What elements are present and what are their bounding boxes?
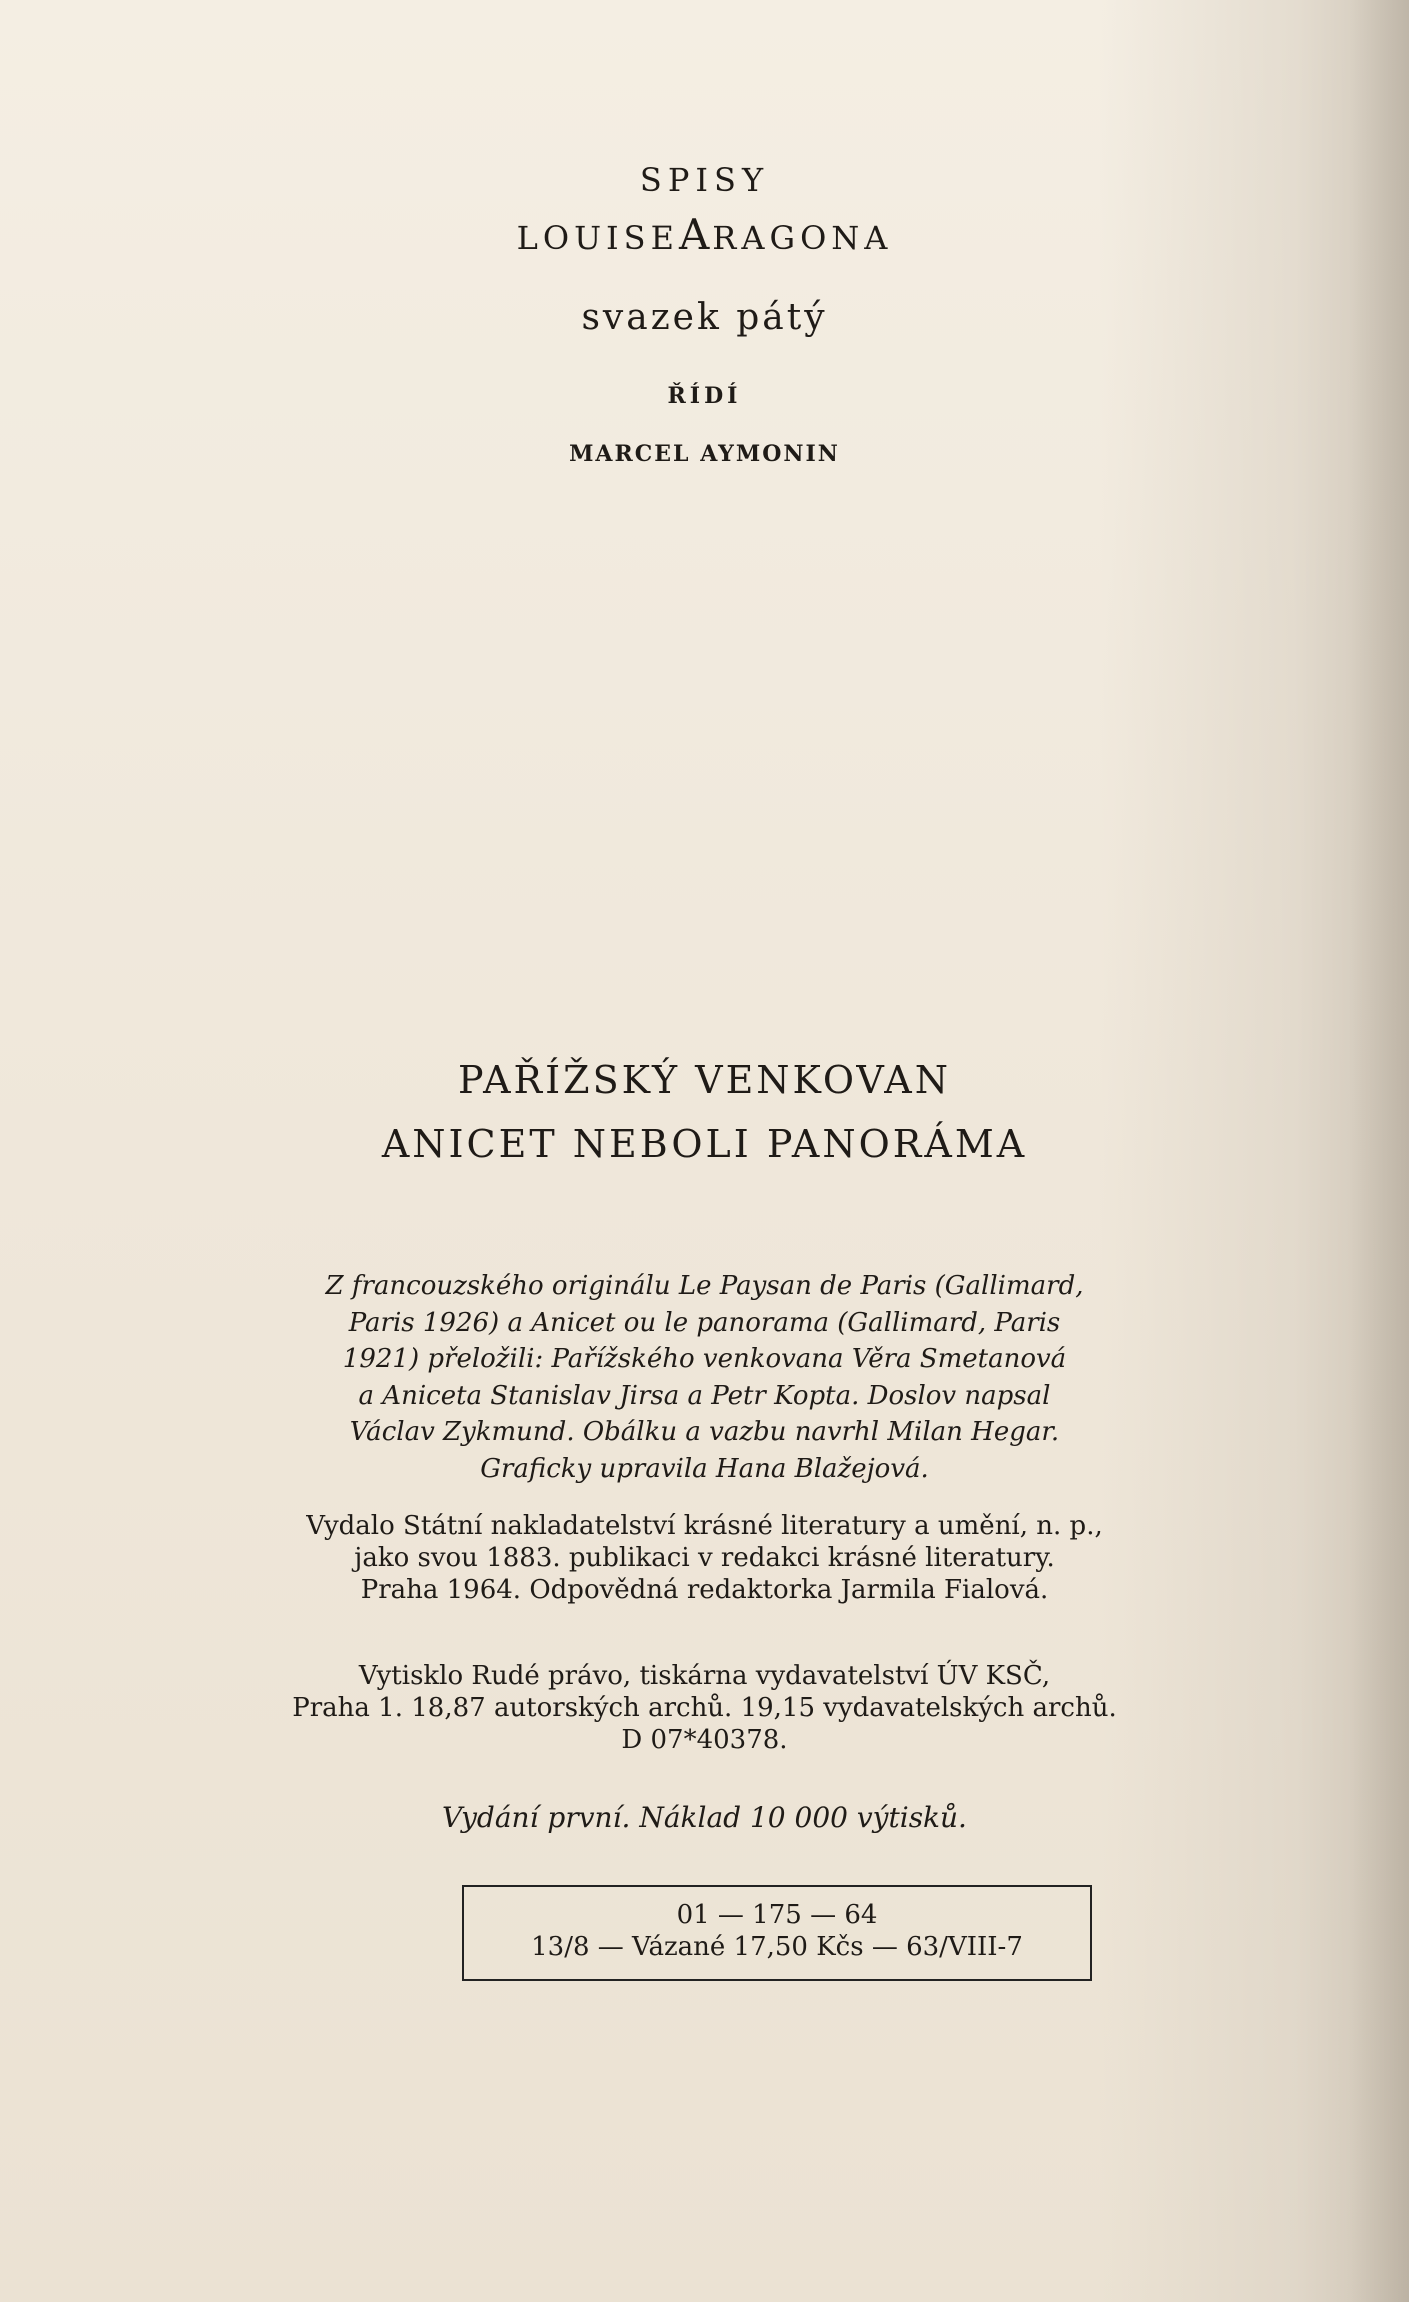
publisher-info <box>0 1510 1409 1606</box>
book-title-1: PAŘÍŽSKÝ VENKOVAN <box>458 1058 951 1102</box>
series-title: SPISY <box>639 161 770 199</box>
series-author <box>0 212 1409 261</box>
book-title-2: ANICET NEBOLI PANORÁMA <box>381 1122 1028 1166</box>
series-author-rest: RAGONA <box>712 219 893 257</box>
editor-name: MARCEL AYMONIN <box>569 441 840 467</box>
credits-line: Z francouzského originálu Le Paysan de Paris (Gallimard, <box>325 1271 1084 1301</box>
printer-line: D 07*40378. <box>621 1725 788 1755</box>
series-header <box>0 160 1409 469</box>
catalog-code-line-2: 13/8 — Vázané 17,50 Kčs — 63/VIII-7 <box>531 1932 1023 1962</box>
series-author-initial: A <box>678 210 713 259</box>
credits-line: Paris 1926) a Anicet ou le panorama (Gallimard, Paris <box>348 1307 1061 1338</box>
catalog-code-line-1: 01 — 175 — 64 <box>676 1900 878 1930</box>
credits-line: Graficky upravila Hana Blažejová. <box>480 1453 929 1484</box>
printer-line: Praha 1. 18,87 autorských archů. 19,15 vydavatelských archů. <box>292 1693 1117 1723</box>
edition-note: Vydání první. Náklad 10 000 výtisků. <box>442 1801 967 1834</box>
publisher-line: Vydalo Státní nakladatelství krásné literatury a umění, n. p., <box>306 1511 1103 1541</box>
publisher-line: jako svou 1883. publikaci v redakci krásné literatury. <box>354 1543 1055 1573</box>
credits-line: Václav Zykmund. Obálku a vazbu navrhl Milan Hegar. <box>349 1417 1060 1447</box>
series-author-part: LOUISE <box>516 219 679 257</box>
editor-label: ŘÍDÍ <box>667 383 742 409</box>
credits-line: a Aniceta Stanislav Jirsa a Petr Kopta. Doslov napsal <box>358 1380 1051 1411</box>
catalog-code-box <box>462 1885 1092 1981</box>
printer-line: Vytisklo Rudé právo, tiskárna vydavatelství ÚV KSČ, <box>358 1661 1051 1691</box>
translation-credits <box>0 1268 1409 1487</box>
credits-line: 1921) přeložili: Pařížského venkovana Věra Smetanová <box>342 1344 1067 1374</box>
printer-info <box>0 1660 1409 1756</box>
book-titles <box>0 1048 1409 1176</box>
volume-label: svazek pátý <box>581 297 828 338</box>
publisher-line: Praha 1964. Odpovědná redaktorka Jarmila Fialová. <box>360 1575 1049 1605</box>
